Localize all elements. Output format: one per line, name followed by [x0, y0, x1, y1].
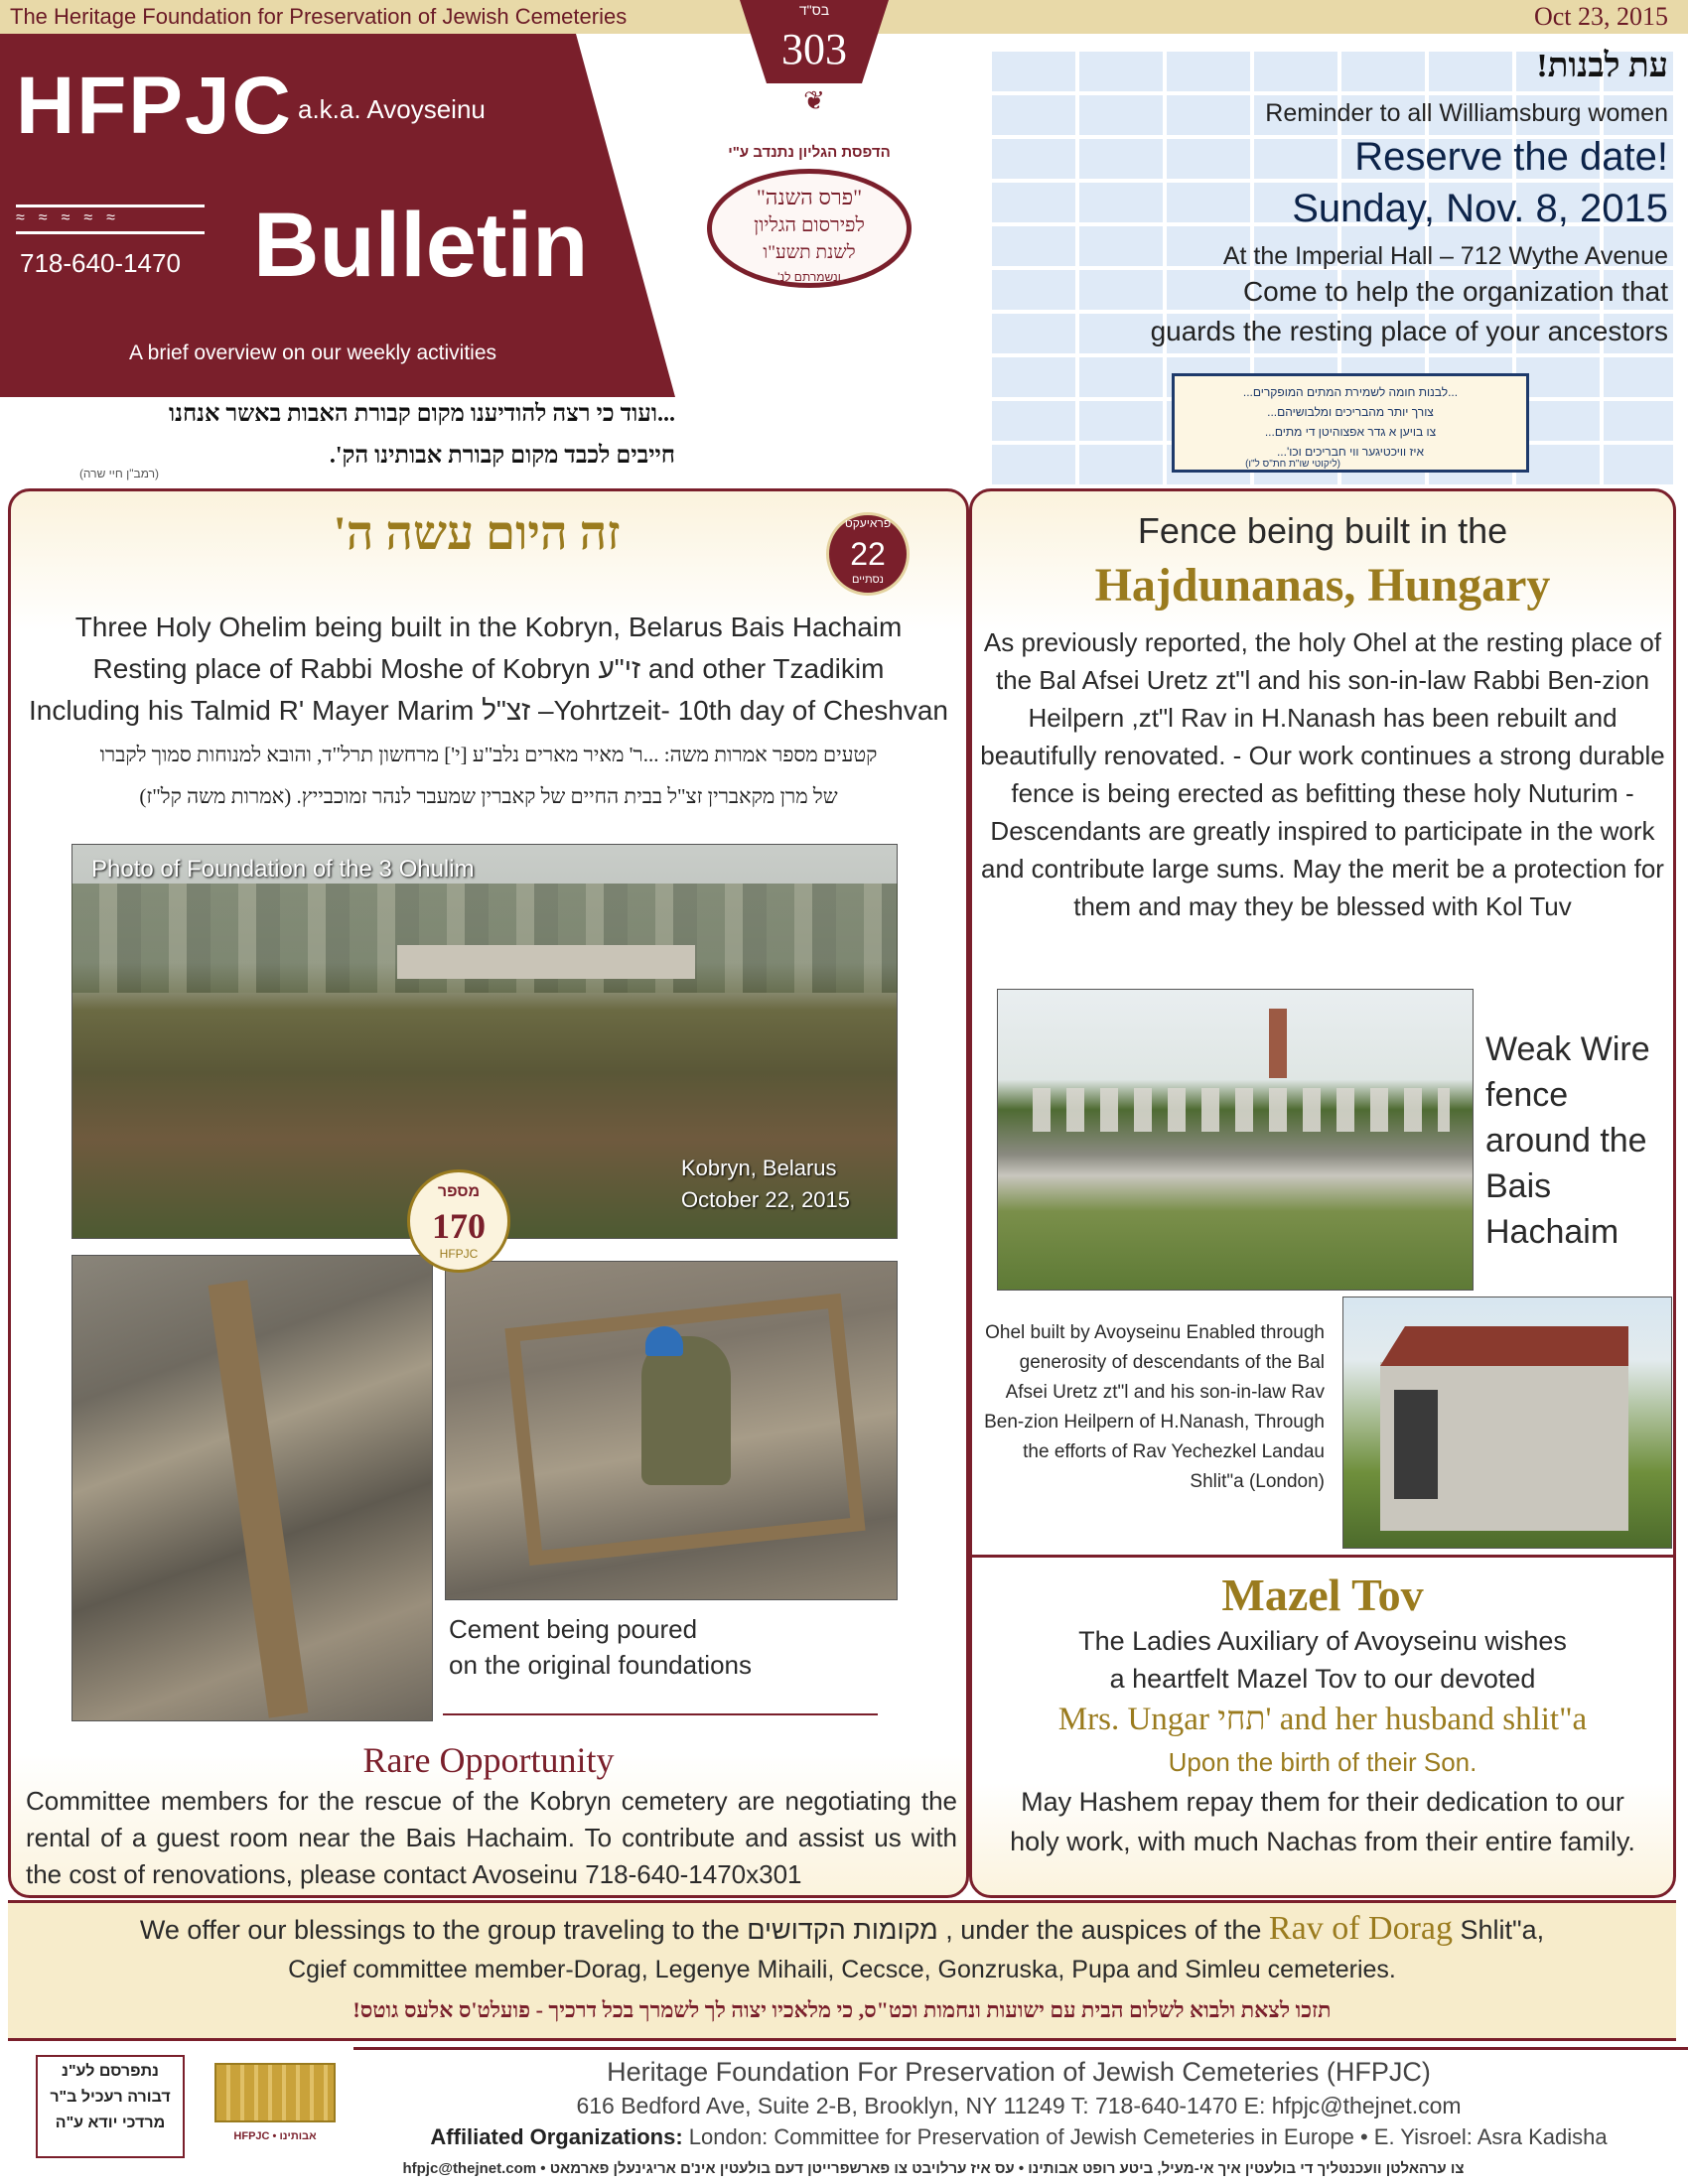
fence-location: Hajdunanas, Hungary	[1094, 559, 1551, 612]
affiliates-text: London: Committee for Preservation of Jewish Cemeteries in Europe • E. Yisroel: Asra Kadisha	[682, 2124, 1608, 2149]
photo-roof	[1380, 1326, 1628, 1366]
announcement-hebrew-title: עת לבנות!	[1536, 48, 1668, 84]
masthead-decoration: ≈≈≈≈≈	[16, 205, 205, 234]
kobryn-hebrew-line: קטעים מספר אמרות משה: ...ר' מאיר מארים נלב"ע [י'] מרחשון תרל"ד, והובא למנוחות סמוך לקברו	[99, 743, 878, 766]
masthead-tagline: A brief overview on our weekly activities	[129, 341, 496, 364]
kobryn-hebrew-line: של מרן מקאברין זצ"ל בבית החיים של קאברין שמעבר לנהר זמוכבייץ. (אמרות משה קל"ז)	[139, 784, 838, 808]
wire-fence-photo	[997, 989, 1474, 1291]
blessing-line: Cgief committee member-Dorag, Legenye Mihaili, Cecsce, Gonzruska, Pupa and Simleu cemeteries.	[288, 1956, 1396, 1983]
blessing-text: Shlit"a,	[1452, 1915, 1545, 1945]
seal-caption: הדפסת הגליון נתנדב ע"י	[728, 144, 891, 161]
mazel-tov-occasion: Upon the birth of their Son.	[1168, 1747, 1477, 1777]
seal-line: לשנת תשע"ו	[763, 242, 856, 263]
mazel-tov-line: holy work, with much Nachas from their entire family.	[1010, 1827, 1635, 1856]
card-line: ...לבנות חומה לשמירת המתים המופקרים...	[1242, 385, 1459, 399]
photo-date: October 22, 2015	[681, 1187, 851, 1212]
flourish-icon: ❦	[803, 85, 825, 115]
masthead-phone: 718-640-1470	[20, 248, 181, 278]
fence-heading: Fence being built in the	[1137, 510, 1508, 551]
photo-stones	[1033, 1088, 1450, 1132]
caption-rule	[443, 1713, 878, 1715]
photo-wall	[397, 945, 695, 979]
memorial-line: נתפרסם לע"נ	[62, 2063, 159, 2080]
card-line: צורך יותר מהבריכים ומלבושיהם...	[1267, 405, 1434, 419]
photo-door	[1394, 1390, 1438, 1499]
announcement-quote-card	[1172, 373, 1529, 473]
announcement-line: Come to help the organization that	[1242, 276, 1668, 307]
cement-caption: on the original foundations	[449, 1650, 753, 1680]
blessing-text: We offer our blessings to the group traveling to the מקומות הקדושים , under the auspices of the	[139, 1915, 1269, 1945]
kobryn-line: Including his Talmid R' Mayer Marim זצ"ל –Yohrtzeit- 10th day of Cheshvan	[29, 695, 948, 726]
number-badge-value: 170	[432, 1206, 486, 1246]
hebrew-quote-line: חייבים לכבד מקום קבורת אבותינו הק'.	[329, 443, 675, 469]
photo-worker	[641, 1336, 731, 1485]
memorial-line: דבורה רעכיל ב"ר	[50, 2089, 171, 2106]
card-line: איז וויכטיגער ווי חבריכים וכו'...	[1276, 445, 1425, 459]
fence-body: As previously reported, the holy Ohel at the resting place of the Bal Afsei Uretz zt"l and his son-in-law Rabbi Ben-zion Heilpern ,zt"l Rav in H.Nanash has been rebuilt and beautifully renovated. - Our work continues a strong durable fence is being erected as befitting these holy Nuturim -Descendants are greatly inspired to participate in the work and contribute large sums. May the merit be a protection for them and may they be blessed with Kol Tuv	[980, 627, 1665, 921]
footer-rule	[353, 2047, 1688, 2050]
seal-line: ונשמרתם לנ'	[777, 270, 841, 284]
project-badge-label: פראיעקט	[844, 516, 892, 530]
blessing-line	[8, 1910, 1676, 1948]
logo-text: HFPJC • אבותינו	[233, 2130, 317, 2142]
issue-number: 303	[781, 25, 847, 73]
card-source: (ליקוטי שו"ת חת"ס ל"ו)	[1245, 459, 1340, 470]
number-badge-label: מספר	[437, 1183, 481, 1200]
issue-date: Oct 23, 2015	[1533, 2, 1668, 31]
affiliates-label: Affiliated Organizations:	[430, 2124, 683, 2149]
org-name-top: The Heritage Foundation for Preservation of Jewish Cemeteries	[10, 4, 628, 29]
masthead-aka: a.k.a. Avoyseinu	[298, 94, 486, 124]
announcement-date: Sunday, Nov. 8, 2015	[1292, 187, 1668, 230]
blessing-hebrew: תזכו לצאת ולבוא לשלום הבית עם ישועות ונחמות וכט"ס, כי מלאכיו יצוה לך לשמרך בכל דרכיך - פועלט'ס אלעס גוטס!	[352, 1997, 1332, 2022]
photo-caption: Photo of Foundation of the 3 Ohulim	[91, 856, 475, 883]
announcement-reserve: Reserve the date!	[1354, 135, 1668, 179]
hebrew-quote-line: ...ועוד כי רצה להודיענו מקום קבורת האבות באשר אנחנו	[169, 401, 675, 427]
photo-location: Kobryn, Belarus	[681, 1156, 837, 1180]
announcement-venue: At the Imperial Hall – 712 Wythe Avenue	[1222, 242, 1668, 270]
rare-opportunity-title: Rare Opportunity	[362, 1740, 615, 1780]
project-badge-number: 22	[850, 536, 886, 572]
footer-affiliates	[353, 2124, 1684, 2150]
announcement-line: guards the resting place of your ancestors	[1150, 316, 1668, 346]
mazel-tov-names: Mrs. Ungar תחי' and her husband shlit"a	[1057, 1702, 1588, 1737]
kobryn-line: Resting place of Rabbi Moshe of Kobryn זי"ע and other Tzadikim	[92, 653, 885, 684]
announcement-line: Reminder to all Williamsburg women	[1265, 99, 1668, 127]
issue-label: בס"ד	[798, 2, 830, 18]
logo-building-icon	[214, 2063, 336, 2122]
footer-org-name: Heritage Foundation For Preservation of Jewish Cemeteries (HFPJC)	[607, 2057, 1431, 2087]
mazel-tov-line: a heartfelt Mazel Tov to our devoted	[1109, 1664, 1536, 1694]
mazel-tov-line: May Hashem repay them for their dedication to our	[1021, 1787, 1624, 1817]
hebrew-quote-source: (רמב"ן חיי שרה)	[78, 467, 159, 480]
rare-opportunity-body: Committee members for the rescue of the Kobryn cemetery are negotiating the rental of a guest room near the Bais Hachaim. To contribute and assist us with the cost of renovations, please contact Avoseinu 718-640-1470x301	[26, 1786, 957, 1889]
photo-chimney	[1269, 1009, 1287, 1078]
footer-address: 616 Bedford Ave, Suite 2-B, Brooklyn, NY 11249 T: 718-640-1470 E: hfpjc@thejnet.com	[576, 2093, 1462, 2118]
mazel-tov-line: The Ladies Auxiliary of Avoyseinu wishes	[1078, 1626, 1567, 1656]
masthead-bulletin: Bulletin	[253, 195, 589, 296]
kobryn-line: Three Holy Ohelim being built in the Kobryn, Belarus Bais Hachaim	[74, 612, 903, 642]
seal-line: לפירסום הגליון	[754, 214, 865, 236]
ohel-caption: Ohel built by Avoyseinu Enabled through generosity of descendants of the Bal Afsei Uretz zt"l and his son-in-law Rav Ben-zion Heilpern of H.Nanash, Through the efforts of Rav Yechezkel Landau Shlit"a (London)	[984, 1322, 1325, 1492]
mazel-tov-title: Mazel Tov	[1221, 1570, 1424, 1620]
number-badge-sub: HFPJC	[439, 1247, 479, 1261]
seal-line: "פרס השנה"	[756, 185, 863, 209]
memorial-line: מרדכי יודא ע"ה	[55, 2115, 166, 2131]
photo-helmet	[645, 1326, 683, 1356]
kobryn-heading: זה היום עשה ה'	[333, 507, 621, 560]
right-panel-divider	[971, 1555, 1674, 1558]
cement-caption: Cement being poured	[449, 1614, 698, 1644]
blessing-rav: Rav of Dorag	[1268, 1910, 1453, 1947]
weak-fence-caption: Weak Wire fence around the Bais Hachaim	[1485, 1030, 1650, 1251]
footer-bottom-line: צו ערהאלטן וועכנטליך די בולעטין איך אי-מעיל, ביטע רופט אבותינו • עס איז ערלויבט צו פארשפרייטן דעם בולעטין אינ'ם אריגינעלן פארמאט • hfpjc@thejnet.com	[402, 2160, 1465, 2177]
project-badge-sub: נסתיים	[852, 574, 884, 586]
card-line: צו בויען א גדר אפצוהיטן די מתים...	[1264, 425, 1437, 439]
masthead-title: HFPJC	[16, 61, 293, 151]
